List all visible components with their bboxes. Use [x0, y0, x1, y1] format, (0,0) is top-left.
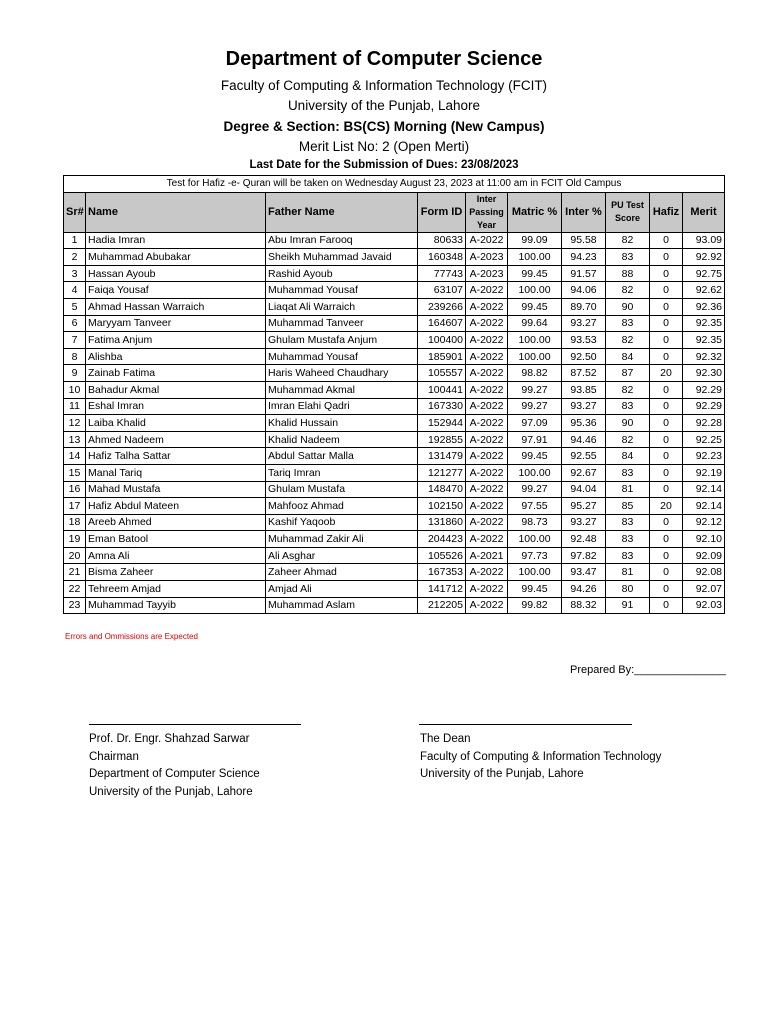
cell-inter: 94.46: [562, 431, 606, 448]
cell-year: A-2022: [466, 481, 508, 498]
cell-merit: 92.07: [683, 581, 725, 598]
cell-year: A-2022: [466, 282, 508, 299]
cell-inter: 88.32: [562, 597, 606, 614]
hafiz-test-notice: Test for Hafiz -e- Quran will be taken on Wednesday August 23, 2023 at 11:00 am in FCIT Old Campus: [64, 176, 725, 193]
table-row: [64, 431, 725, 448]
faculty-name: Faculty of Computing & Information Technology (FCIT): [220, 78, 548, 93]
cell-matric: 99.45: [508, 265, 562, 282]
cell-form-id: 185901: [418, 348, 466, 365]
chairman-title: Chairman: [89, 750, 139, 763]
cell-pu: 88: [606, 265, 650, 282]
cell-inter: 92.67: [562, 464, 606, 481]
cell-pu: 82: [606, 381, 650, 398]
table-row: [64, 298, 725, 315]
cell-hafiz: 0: [650, 298, 683, 315]
cell-father: Muhammad Akmal: [266, 381, 418, 398]
cell-sr: 23: [64, 597, 86, 614]
cell-pu: 83: [606, 547, 650, 564]
cell-sr: 18: [64, 514, 86, 531]
cell-year: A-2022: [466, 581, 508, 598]
cell-sr: 17: [64, 498, 86, 515]
cell-inter: 95.27: [562, 498, 606, 515]
cell-matric: 99.09: [508, 232, 562, 249]
cell-hafiz: 0: [650, 464, 683, 481]
cell-father: Khalid Nadeem: [266, 431, 418, 448]
cell-year: A-2022: [466, 415, 508, 432]
col-form-id: Form ID: [418, 192, 466, 232]
cell-matric: 97.09: [508, 415, 562, 432]
cell-name: Manal Tariq: [86, 464, 266, 481]
col-merit: Merit: [683, 192, 725, 232]
cell-matric: 100.00: [508, 464, 562, 481]
cell-merit: 92.14: [683, 498, 725, 515]
cell-year: A-2022: [466, 448, 508, 465]
cell-father: Imran Elahi Qadri: [266, 398, 418, 415]
last-date-notice: Last Date for the Submission of Dues: 23/08/2023: [249, 159, 519, 171]
cell-sr: 9: [64, 365, 86, 382]
col-sr: Sr#: [64, 192, 86, 232]
cell-inter: 94.06: [562, 282, 606, 299]
cell-merit: 92.19: [683, 464, 725, 481]
cell-year: A-2022: [466, 498, 508, 515]
page-title: Department of Computer Science: [225, 48, 543, 70]
cell-father: Abu Imran Farooq: [266, 232, 418, 249]
cell-name: Ahmad Hassan Warraich: [86, 298, 266, 315]
cell-form-id: 102150: [418, 498, 466, 515]
chairman-university: University of the Punjab, Lahore: [89, 785, 253, 798]
cell-year: A-2022: [466, 431, 508, 448]
cell-father: Zaheer Ahmad: [266, 564, 418, 581]
degree-section: Degree & Section: BS(CS) Morning (New Campus): [223, 119, 545, 134]
table-row: [64, 481, 725, 498]
table-row: [64, 365, 725, 382]
table-row: [64, 498, 725, 515]
cell-inter: 93.53: [562, 332, 606, 349]
cell-matric: 99.45: [508, 298, 562, 315]
cell-hafiz: 0: [650, 564, 683, 581]
cell-form-id: 212205: [418, 597, 466, 614]
cell-form-id: 160348: [418, 249, 466, 266]
dean-title: The Dean: [420, 733, 471, 745]
cell-father: Amjad Ali: [266, 581, 418, 598]
cell-pu: 83: [606, 315, 650, 332]
cell-name: Faiqa Yousaf: [86, 282, 266, 299]
cell-year: A-2023: [466, 265, 508, 282]
cell-merit: 92.35: [683, 332, 725, 349]
cell-inter: 93.27: [562, 315, 606, 332]
cell-father: Rashid Ayoub: [266, 265, 418, 282]
cell-merit: 92.08: [683, 564, 725, 581]
cell-year: A-2022: [466, 332, 508, 349]
merit-table: [63, 175, 725, 614]
cell-hafiz: 0: [650, 514, 683, 531]
merit-list-number: Merit List No: 2 (Open Merti): [298, 139, 470, 154]
cell-name: Alishba: [86, 348, 266, 365]
cell-merit: 92.29: [683, 381, 725, 398]
cell-pu: 87: [606, 365, 650, 382]
cell-name: Ahmed Nadeem: [86, 431, 266, 448]
cell-form-id: 167330: [418, 398, 466, 415]
cell-inter: 95.36: [562, 415, 606, 432]
cell-inter: 92.50: [562, 348, 606, 365]
cell-merit: 92.14: [683, 481, 725, 498]
chairman-name: Prof. Dr. Engr. Shahzad Sarwar: [89, 733, 250, 745]
cell-merit: 92.12: [683, 514, 725, 531]
col-inter: Inter %: [562, 192, 606, 232]
cell-hafiz: 0: [650, 232, 683, 249]
cell-matric: 100.00: [508, 249, 562, 266]
cell-form-id: 100400: [418, 332, 466, 349]
cell-form-id: 77743: [418, 265, 466, 282]
cell-matric: 98.73: [508, 514, 562, 531]
table-row: [64, 282, 725, 299]
cell-year: A-2022: [466, 232, 508, 249]
cell-pu: 90: [606, 415, 650, 432]
cell-form-id: 167353: [418, 564, 466, 581]
cell-form-id: 105526: [418, 547, 466, 564]
cell-matric: 99.82: [508, 597, 562, 614]
cell-matric: 100.00: [508, 332, 562, 349]
cell-pu: 83: [606, 531, 650, 548]
cell-year: A-2022: [466, 381, 508, 398]
cell-hafiz: 0: [650, 381, 683, 398]
table-row: [64, 514, 725, 531]
table-row: [64, 415, 725, 432]
chairman-signature-block: [89, 731, 260, 801]
cell-name: Hassan Ayoub: [86, 265, 266, 282]
col-name: Name: [86, 192, 266, 232]
cell-hafiz: 0: [650, 249, 683, 266]
cell-merit: 92.75: [683, 265, 725, 282]
cell-sr: 13: [64, 431, 86, 448]
table-row: [64, 315, 725, 332]
cell-year: A-2022: [466, 315, 508, 332]
table-row: [64, 332, 725, 349]
cell-name: Bahadur Akmal: [86, 381, 266, 398]
cell-hafiz: 0: [650, 581, 683, 598]
cell-form-id: 131860: [418, 514, 466, 531]
cell-hafiz: 0: [650, 547, 683, 564]
cell-sr: 16: [64, 481, 86, 498]
col-inter-passing-year: Inter Passing Year: [466, 192, 508, 232]
cell-father: Muhammad Zakir Ali: [266, 531, 418, 548]
cell-sr: 22: [64, 581, 86, 598]
cell-merit: 92.35: [683, 315, 725, 332]
cell-form-id: 204423: [418, 531, 466, 548]
cell-merit: 92.30: [683, 365, 725, 382]
cell-merit: 92.09: [683, 547, 725, 564]
cell-pu: 83: [606, 514, 650, 531]
cell-pu: 90: [606, 298, 650, 315]
cell-pu: 84: [606, 348, 650, 365]
cell-inter: 94.26: [562, 581, 606, 598]
cell-pu: 80: [606, 581, 650, 598]
dean-university: University of the Punjab, Lahore: [420, 768, 584, 780]
cell-form-id: 131479: [418, 448, 466, 465]
cell-year: A-2022: [466, 531, 508, 548]
cell-form-id: 148470: [418, 481, 466, 498]
cell-year: A-2022: [466, 365, 508, 382]
cell-inter: 87.52: [562, 365, 606, 382]
cell-merit: 92.62: [683, 282, 725, 299]
cell-matric: 99.64: [508, 315, 562, 332]
cell-merit: 92.92: [683, 249, 725, 266]
cell-merit: 92.25: [683, 431, 725, 448]
cell-father: Tariq Imran: [266, 464, 418, 481]
university-name: University of the Punjab, Lahore: [287, 98, 481, 113]
cell-matric: 98.82: [508, 365, 562, 382]
cell-form-id: 164607: [418, 315, 466, 332]
cell-name: Eman Batool: [86, 531, 266, 548]
cell-hafiz: 0: [650, 481, 683, 498]
cell-name: Zainab Fatima: [86, 365, 266, 382]
cell-sr: 10: [64, 381, 86, 398]
cell-matric: 97.55: [508, 498, 562, 515]
col-father-name: Father Name: [266, 192, 418, 232]
prepared-by: Prepared By:_______________: [570, 664, 726, 676]
errors-note: Errors and Ommissions are Expected: [65, 632, 198, 641]
cell-name: Fatima Anjum: [86, 332, 266, 349]
table-row: [64, 597, 725, 614]
cell-merit: 92.32: [683, 348, 725, 365]
cell-pu: 91: [606, 597, 650, 614]
cell-pu: 82: [606, 431, 650, 448]
cell-matric: 99.27: [508, 481, 562, 498]
cell-sr: 1: [64, 232, 86, 249]
cell-merit: 93.09: [683, 232, 725, 249]
cell-form-id: 152944: [418, 415, 466, 432]
cell-form-id: 100441: [418, 381, 466, 398]
cell-pu: 84: [606, 448, 650, 465]
cell-sr: 7: [64, 332, 86, 349]
table-row: [64, 398, 725, 415]
cell-hafiz: 0: [650, 431, 683, 448]
cell-inter: 93.47: [562, 564, 606, 581]
cell-inter: 92.48: [562, 531, 606, 548]
cell-matric: 97.73: [508, 547, 562, 564]
cell-matric: 100.00: [508, 564, 562, 581]
cell-father: Muhammad Tanveer: [266, 315, 418, 332]
cell-father: Ghulam Mustafa Anjum: [266, 332, 418, 349]
cell-year: A-2022: [466, 464, 508, 481]
table-row: [64, 249, 725, 266]
cell-hafiz: 0: [650, 282, 683, 299]
table-row: [64, 265, 725, 282]
cell-pu: 83: [606, 464, 650, 481]
cell-name: Hafiz Abdul Mateen: [86, 498, 266, 515]
table-row: [64, 564, 725, 581]
cell-form-id: 121277: [418, 464, 466, 481]
cell-sr: 8: [64, 348, 86, 365]
cell-name: Muhammad Abubakar: [86, 249, 266, 266]
cell-father: Haris Waheed Chaudhary: [266, 365, 418, 382]
cell-form-id: 63107: [418, 282, 466, 299]
chairman-signature-line: [89, 724, 301, 725]
cell-matric: 99.27: [508, 381, 562, 398]
table-row: [64, 531, 725, 548]
cell-pu: 81: [606, 481, 650, 498]
cell-merit: 92.23: [683, 448, 725, 465]
cell-matric: 100.00: [508, 282, 562, 299]
cell-father: Muhammad Yousaf: [266, 348, 418, 365]
cell-matric: 99.27: [508, 398, 562, 415]
cell-hafiz: 0: [650, 597, 683, 614]
cell-pu: 81: [606, 564, 650, 581]
cell-year: A-2022: [466, 514, 508, 531]
cell-hafiz: 0: [650, 531, 683, 548]
table-row: [64, 581, 725, 598]
cell-hafiz: 20: [650, 365, 683, 382]
dean-signature-block: [420, 731, 661, 784]
cell-father: Muhammad Yousaf: [266, 282, 418, 299]
cell-hafiz: 0: [650, 398, 683, 415]
cell-sr: 11: [64, 398, 86, 415]
cell-merit: 92.36: [683, 298, 725, 315]
cell-hafiz: 0: [650, 448, 683, 465]
cell-sr: 5: [64, 298, 86, 315]
cell-inter: 92.55: [562, 448, 606, 465]
cell-matric: 100.00: [508, 348, 562, 365]
cell-sr: 19: [64, 531, 86, 548]
cell-inter: 89.70: [562, 298, 606, 315]
cell-sr: 3: [64, 265, 86, 282]
cell-name: Tehreem Amjad: [86, 581, 266, 598]
cell-form-id: 141712: [418, 581, 466, 598]
cell-father: Muhammad Aslam: [266, 597, 418, 614]
cell-hafiz: 0: [650, 348, 683, 365]
cell-matric: 99.45: [508, 581, 562, 598]
cell-form-id: 105557: [418, 365, 466, 382]
cell-hafiz: 20: [650, 498, 683, 515]
cell-form-id: 239266: [418, 298, 466, 315]
cell-pu: 82: [606, 282, 650, 299]
cell-sr: 21: [64, 564, 86, 581]
cell-pu: 82: [606, 232, 650, 249]
cell-name: Hafiz Talha Sattar: [86, 448, 266, 465]
cell-name: Muhammad Tayyib: [86, 597, 266, 614]
cell-year: A-2023: [466, 249, 508, 266]
cell-year: A-2022: [466, 398, 508, 415]
cell-merit: 92.03: [683, 597, 725, 614]
table-row: [64, 381, 725, 398]
cell-inter: 97.82: [562, 547, 606, 564]
cell-name: Maryyam Tanveer: [86, 315, 266, 332]
table-header-row: [64, 192, 725, 232]
col-matric: Matric %: [508, 192, 562, 232]
cell-inter: 93.85: [562, 381, 606, 398]
cell-merit: 92.10: [683, 531, 725, 548]
cell-inter: 93.27: [562, 514, 606, 531]
cell-sr: 12: [64, 415, 86, 432]
cell-sr: 15: [64, 464, 86, 481]
cell-father: Mahfooz Ahmad: [266, 498, 418, 515]
cell-father: Ghulam Mustafa: [266, 481, 418, 498]
col-hafiz: Hafiz: [650, 192, 683, 232]
cell-matric: 99.45: [508, 448, 562, 465]
cell-matric: 97.91: [508, 431, 562, 448]
cell-father: Ali Asghar: [266, 547, 418, 564]
col-pu-test-score: PU Test Score: [606, 192, 650, 232]
cell-father: Sheikh Muhammad Javaid: [266, 249, 418, 266]
table-row: [64, 348, 725, 365]
cell-father: Liaqat Ali Warraich: [266, 298, 418, 315]
cell-merit: 92.28: [683, 415, 725, 432]
cell-sr: 4: [64, 282, 86, 299]
cell-hafiz: 0: [650, 332, 683, 349]
cell-year: A-2022: [466, 597, 508, 614]
table-row: [64, 464, 725, 481]
cell-hafiz: 0: [650, 265, 683, 282]
cell-pu: 85: [606, 498, 650, 515]
cell-form-id: 192855: [418, 431, 466, 448]
cell-name: Eshal Imran: [86, 398, 266, 415]
cell-form-id: 80633: [418, 232, 466, 249]
cell-year: A-2022: [466, 348, 508, 365]
cell-name: Mahad Mustafa: [86, 481, 266, 498]
chairman-department: Department of Computer Science: [89, 768, 260, 780]
cell-inter: 94.23: [562, 249, 606, 266]
table-row: [64, 547, 725, 564]
cell-pu: 82: [606, 332, 650, 349]
cell-merit: 92.29: [683, 398, 725, 415]
cell-hafiz: 0: [650, 315, 683, 332]
cell-name: Amna Ali: [86, 547, 266, 564]
cell-inter: 95.58: [562, 232, 606, 249]
cell-pu: 83: [606, 398, 650, 415]
cell-sr: 14: [64, 448, 86, 465]
cell-father: Abdul Sattar Malla: [266, 448, 418, 465]
cell-inter: 94.04: [562, 481, 606, 498]
cell-inter: 93.27: [562, 398, 606, 415]
cell-sr: 2: [64, 249, 86, 266]
cell-year: A-2022: [466, 298, 508, 315]
cell-name: Laiba Khalid: [86, 415, 266, 432]
cell-sr: 6: [64, 315, 86, 332]
table-row: [64, 448, 725, 465]
dean-faculty: Faculty of Computing & Information Technology: [420, 750, 662, 763]
cell-hafiz: 0: [650, 415, 683, 432]
dean-signature-line: [419, 724, 632, 725]
cell-year: A-2022: [466, 564, 508, 581]
table-row: [64, 232, 725, 249]
cell-name: Bisma Zaheer: [86, 564, 266, 581]
cell-name: Areeb Ahmed: [86, 514, 266, 531]
cell-sr: 20: [64, 547, 86, 564]
cell-inter: 91.57: [562, 265, 606, 282]
cell-father: Kashif Yaqoob: [266, 514, 418, 531]
cell-matric: 100.00: [508, 531, 562, 548]
cell-father: Khalid Hussain: [266, 415, 418, 432]
cell-pu: 83: [606, 249, 650, 266]
cell-name: Hadia Imran: [86, 232, 266, 249]
cell-year: A-2021: [466, 547, 508, 564]
